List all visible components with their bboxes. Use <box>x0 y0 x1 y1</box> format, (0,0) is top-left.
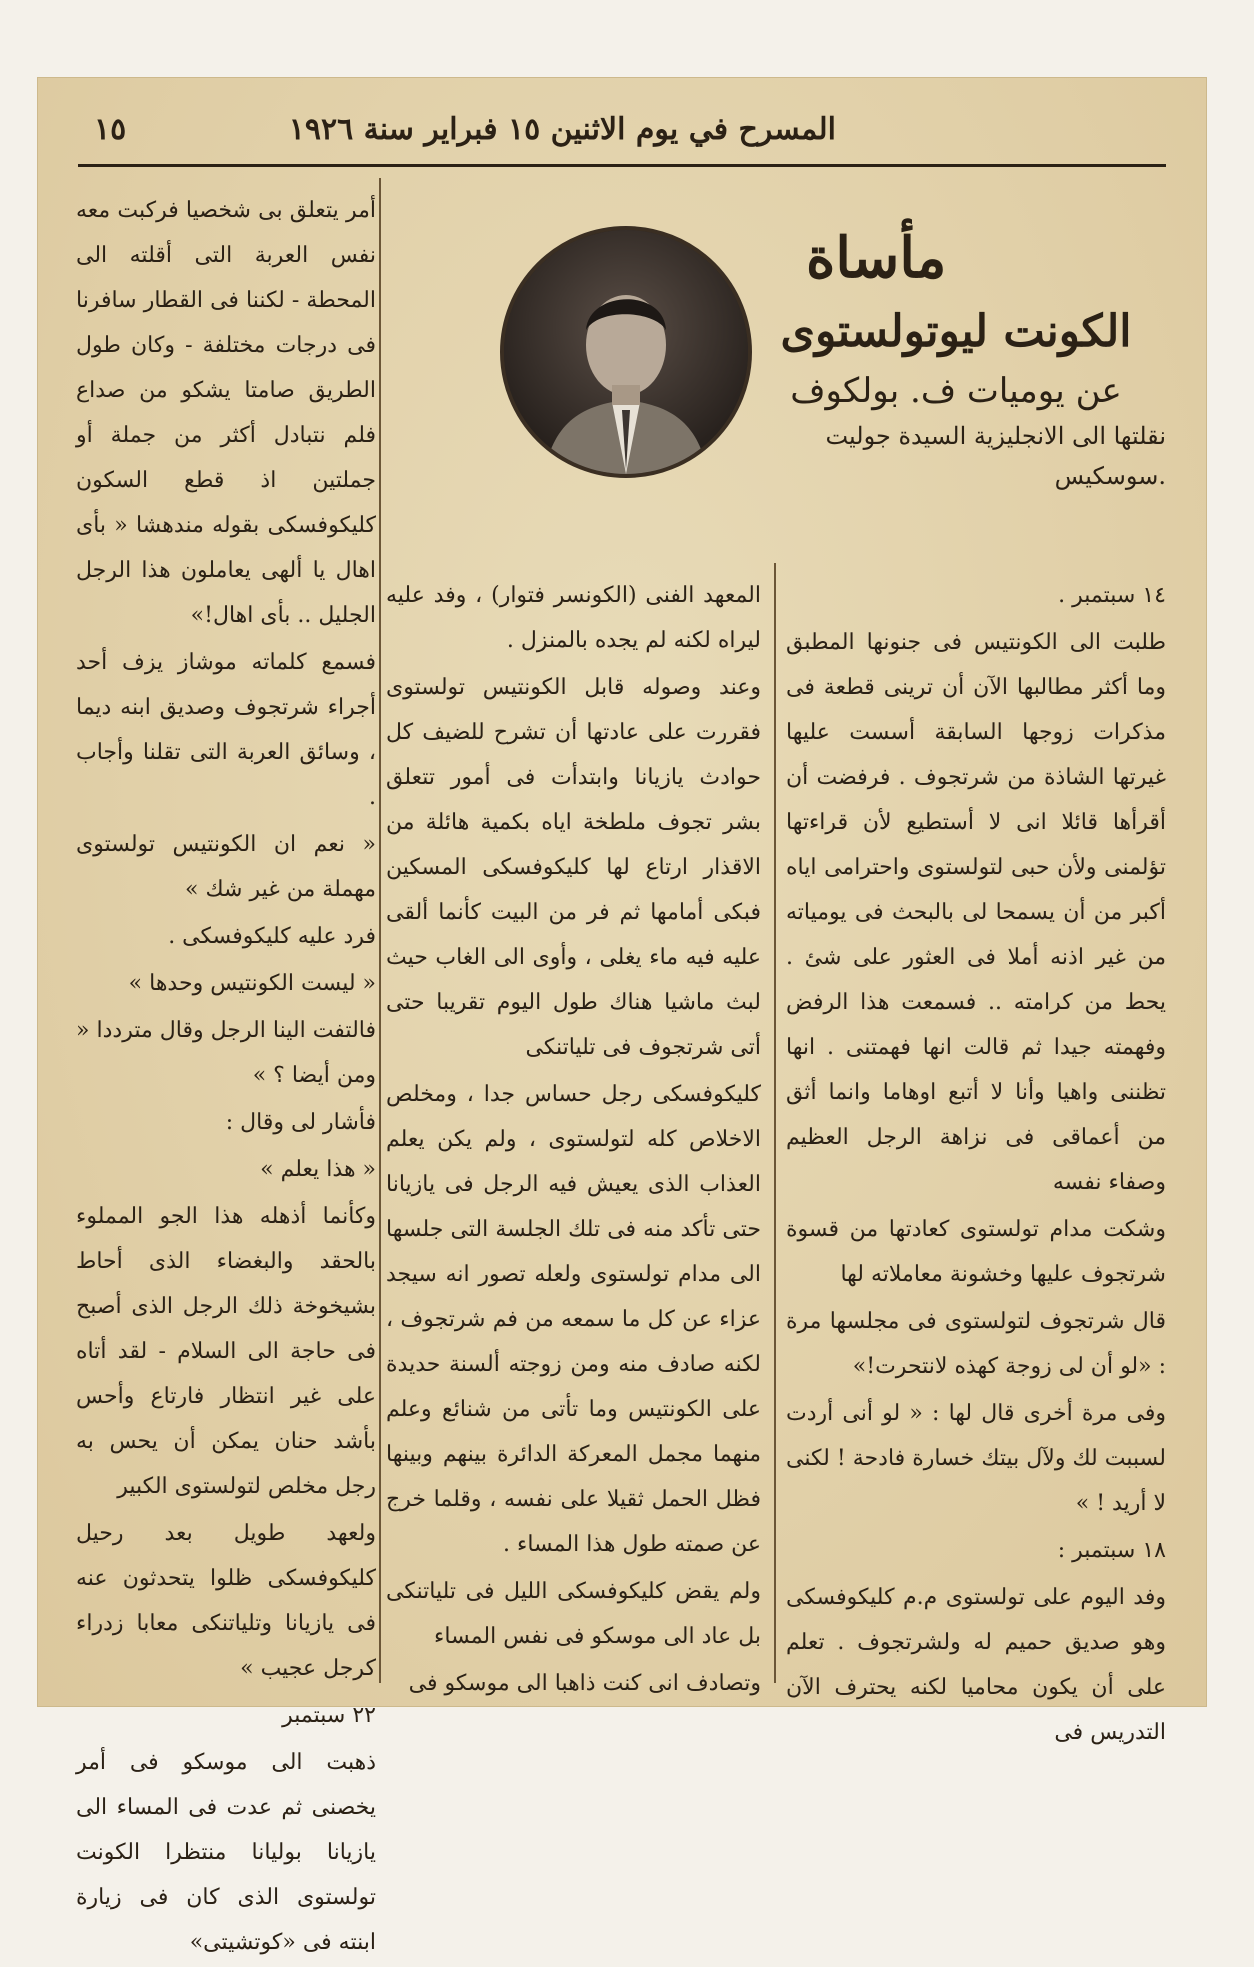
paragraph: ولعهد طويل بعد رحيل كليكوفسكى ظلوا يتحدثون عنه فى يازيانا وتلياتنكى معابا زدراء كرجل عجيب » <box>76 1521 376 1681</box>
paragraph: « هذا يعلم » <box>260 1157 376 1182</box>
article-subtitle: الكونت ليوتولستوى <box>780 306 1132 357</box>
paragraph: وفد اليوم على تولستوى م.م كليكوفسكى وهو صديق حميم له ولشرتجوف . تعلم على أن يكون محاميا لكنه يحترف الآن التدريس فى <box>786 1585 1166 1745</box>
paragraph: ذهبت الى موسكو فى أمر يخصنى ثم عدت فى المساء الى يازيانا بوليانا منتظرا الكونت تولستوى الذى كان فى زيارة ابنته فى «كوتشيتى» <box>76 1750 376 1955</box>
paragraph: ولم يقض كليكوفسكى الليل فى تلياتنكى بل عاد الى موسكو فى نفس المساء <box>386 1579 761 1649</box>
paragraph: أمر يتعلق بى شخصيا فركبت معه نفس العربة التى أقلته الى المحطة - لكننا فى القطار سافرنا فى درجات مختلفة - وكان طول الطريق صامتا يشكو من صداع فلم نتبادل أكثر من جملة أو جملتين اذ قطع السكون كليكوفسكى بقوله مندهشا « بأى اهال يا ألهى يعاملون هذا الرجل الجليل .. بأى اهال!» <box>76 198 376 628</box>
paragraph: وعند وصوله قابل الكونتيس تولستوى فقررت على عادتها أن تشرح للضيف كل حوادث يازيانا وابتدأت فى أمور تتعلق بشر تجوف ملطخة اياه بكمية هائلة من الاقذار ارتاع لها كليكوفسكى المسكين فبكى أمامها ثم فر من البيت كأنما ألقى عليه فيه ماء يغلى ، وأوى الى الغاب حيث لبث ماشيا هناك طول اليوم تقريبا حتى أتى شرتجوف فى تلياتنكى <box>386 675 761 1060</box>
page-header <box>38 106 1206 166</box>
paragraph: ١٨ سبتمبر : <box>1057 1538 1166 1563</box>
article-translator: نقلتها الى الانجليزية السيدة جوليت .سوسكيس <box>825 422 1166 490</box>
paragraph: وتصادف انى كنت ذاهبا الى موسكو فى <box>408 1671 761 1696</box>
article-column-middle <box>386 573 761 1708</box>
paragraph: وكأنما أذهله هذا الجو المملوء بالحقد والبغضاء الذى أحاط بشيخوخة ذلك الرجل الذى أصبح فى حاجة الى السلام - لقد أتاه على غير انتظار فارتاع وأحس بأشد حنان يمكن أن يحس به رجل مخلص لتولستوى الكبير <box>76 1204 376 1499</box>
paragraph: طلبت الى الكونتيس فى جنونها المطبق وما أكثر مطالبها الآن أن ترينى قطعة فى مذكرات زوجها السابقة أسست عليها غيرتها الشاذة من شرتجوف . فرفضت أن أقرأها قائلا انى لا أستطيع لأن قراءتها تؤلمنى ولأن حبى لتولستوى واحترامى اياه أكبر من أن يسمحا لى بالبحث فى يومياته من غير اذنه أملا فى العثور على شئ . يحط من كرامته .. فسمعت هذا الرفض وفهمته جيدا ثم قالت انها فهمتنى . انها تظننى واهيا وأنا لا أتبع اوهاما وانما أثق من أعماقى فى نزاهة الرجل العظيم وصفاء نفسه <box>786 630 1166 1195</box>
article-column-left <box>76 188 376 1967</box>
article-column-right <box>786 573 1166 1757</box>
article-byline: عن يوميات ف. بولكوف <box>790 371 1122 411</box>
paragraph: ٢٢ سبتمبر <box>282 1703 376 1728</box>
paragraph: فسمع كلماته موشاز يزف أحد أجراء شرتجوف وصديق ابنه ديما ، وسائق العربة التى تقلنا وأجاب . <box>76 650 376 810</box>
paragraph: كليكوفسكى رجل حساس جدا ، ومخلص الاخلاص كله لتولستوى ، ولم يكن يعلم العذاب الذى يعيش فيه الرجل فى يازيانا حتى تأكد منه فى تلك الجلسة التى جلسها الى مدام تولستوى ولعله تصور انه سيجد عزاء عن كل ما سمعه من فم شرتجوف ، لكنه صادف منه ومن زوجته ألسنة حديدة على الكونتيس وما تأتى من شنائع وعلم منهما مجمل المعركة الدائرة بينهم وبينها فظل الحمل ثقيلا على نفسه ، وقلما خرج عن صمته طول هذا المساء . <box>386 1082 761 1557</box>
paragraph: قال شرتجوف لتولستوى فى مجلسها مرة : «لو أن لى زوجة كهذه لانتحرت!» <box>786 1309 1166 1379</box>
header-rule <box>78 164 1166 167</box>
paragraph: « ليست الكونتيس وحدها » <box>128 971 376 996</box>
column-divider <box>774 563 776 1683</box>
paragraph: فرد عليه كليكوفسكى . <box>168 924 376 949</box>
paragraph: فالتفت الينا الرجل وقال مترددا « ومن أيضا ؟ » <box>76 1018 376 1088</box>
paragraph: فأشار لى وقال : <box>225 1110 376 1135</box>
portrait-photo <box>500 226 752 478</box>
paragraph: ١٤ سبتمبر . <box>1058 583 1166 608</box>
paragraph: المعهد الفنى (الكونسر فتوار) ، وفد عليه ليراه لكنه لم يجده بالمنزل . <box>386 583 761 653</box>
paragraph: وشكت مدام تولستوى كعادتها من قسوة شرتجوف عليها وخشونة معاملاته لها <box>786 1217 1166 1287</box>
article-headline: مأساة <box>806 225 947 291</box>
header-title: المسرح في يوم الاثنين ١٥ فبراير سنة ١٩٢٦ <box>288 112 836 147</box>
paragraph: « نعم ان الكونتيس تولستوى مهملة من غير شك » <box>76 832 376 902</box>
paragraph: وفى مرة أخرى قال لها : « لو أنى أردت لسببت لك ولآل بيتك خسارة فادحة ! لكنى لا أريد ! » <box>786 1401 1166 1516</box>
column-divider <box>379 178 381 1683</box>
page-number: ١٥ <box>94 112 127 147</box>
article-title-block <box>746 218 1166 496</box>
newspaper-page <box>38 78 1206 1955</box>
